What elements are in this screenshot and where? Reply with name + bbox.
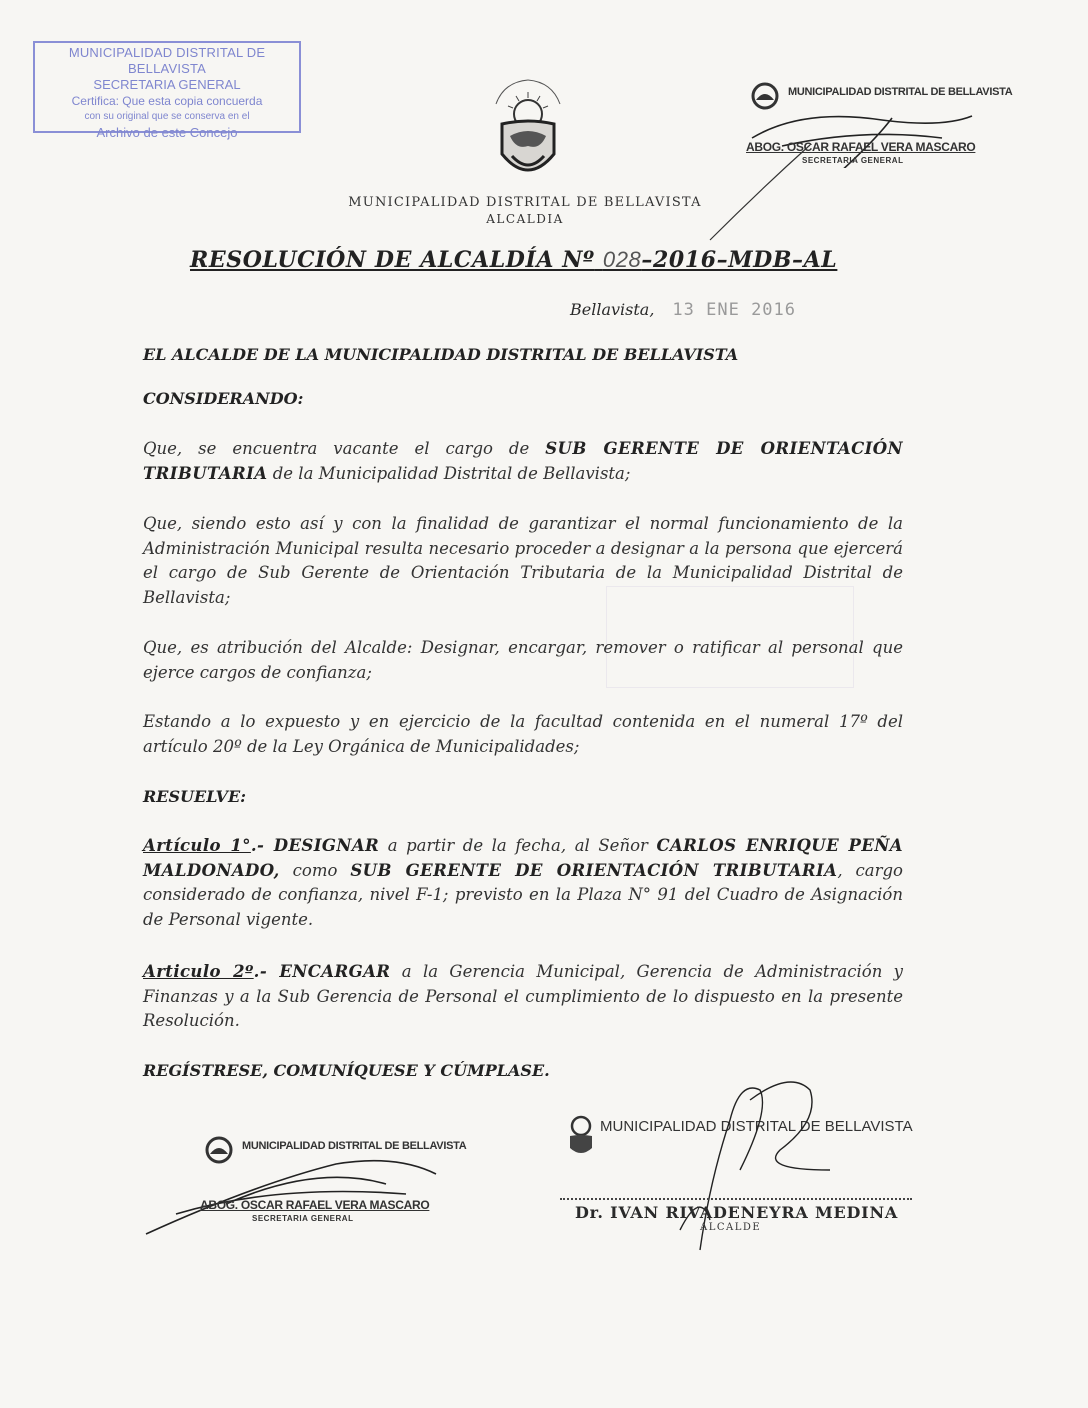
bold-text: CARLOS ENRIQUE PEÑA MALDONADO, [143,836,903,880]
text: , cargo considerado de confianza, nivel F-1; previsto en la Plaza N° 91 del Cuadro de Asignación de Personal vigente. [143,860,903,929]
stamp-line: con su original que se conserva en el [84,111,250,122]
resolution-title-suffix: –2016–MDB–AL [641,247,838,273]
resuelve-heading: RESUELVE: [143,787,247,806]
date-line [570,300,796,320]
text: a partir de la fecha, al Señor [379,836,657,855]
date-place: Bellavista, [570,300,655,319]
header-organization: MUNICIPALIDAD DISTRITAL DE BELLAVISTA [348,195,702,210]
text: Que, se encuentra vacante el cargo de [143,439,546,458]
seal-org: MUNICIPALIDAD DISTRITAL DE BELLAVISTA [788,86,1013,98]
mayor-organization: MUNICIPALIDAD DISTRITAL DE BELLAVISTA [600,1118,913,1135]
mayor-role: ALCALDE [700,1222,762,1233]
signature-line [560,1198,912,1200]
bold-text: .- [250,836,274,855]
considerando-paragraph-4: Estando a lo expuesto y en ejercicio de la facultad contenida en el numeral 17º del artículo 20º de la Ley Orgánica de Municipalidades; [143,712,903,756]
considerando-paragraph-1 [143,437,903,486]
seal-role: SECRETARIA GENERAL [252,1214,354,1223]
stamp-line: Archivo de este Concejo [96,125,238,140]
mayor-name: Dr. IVAN RIVADENEYRA MEDINA [575,1203,899,1222]
seal-name: ABOG. OSCAR RAFAEL VERA MASCARO [746,140,976,154]
certification-stamp [33,41,301,140]
stamp-line: MUNICIPALIDAD DISTRITAL DE BELLAVISTA [68,45,266,76]
seal-role: SECRETARIA GENERAL [802,156,904,165]
articulo-1-label: Artículo 1° [143,836,251,855]
header-department: ALCALDIA [486,212,564,226]
text: a la Gerencia Municipal, Gerencia de Administración y Finanzas y a la Sub Gerencia de Personal el cumplimiento de lo dispuesto en la presente Resolución. [143,962,903,1030]
text: de la Municipalidad Distrital de Bellavista; [267,463,631,483]
articulo-2 [143,960,903,1034]
bold-text: DESIGNAR [273,836,380,855]
municipal-emblem-icon [566,1114,596,1158]
articulo-1 [143,834,903,932]
bold-text: ENCARGAR [279,962,391,981]
resolution-title [190,247,837,273]
stamp-line: SECRETARIA GENERAL [93,77,241,92]
resolution-number: 028 [602,247,642,272]
text: como [279,860,351,880]
closing: REGÍSTRESE, COMUNÍQUESE Y CÚMPLASE. [143,1061,550,1080]
considerando-heading: CONSIDERANDO: [143,389,304,408]
resolution-title-prefix: RESOLUCIÓN DE ALCALDÍA Nº [190,247,595,273]
signature-stroke-icon [700,140,820,250]
considerando-paragraph-2: Que, siendo esto así y con la finalidad de garantizar el normal funcionamiento de la Administración Municipal resulta necesario proceder a designar a la persona que ejercerá el cargo de Sub Gerente de Orientación Tributaria de la Municipalidad Distrital de Bellavista; [143,514,903,607]
seal-name: ABOG. OSCAR RAFAEL VERA MASCARO [200,1198,430,1212]
secretary-seal-bottom [196,1132,467,1232]
bold-text: .- [253,962,280,981]
authority-heading: EL ALCALDE DE LA MUNICIPALIDAD DISTRITAL DE BELLAVISTA [143,345,739,364]
date-stamp: 13 ENE 2016 [672,300,797,320]
considerando-paragraph-3: Que, es atribución del Alcalde: Designar, encargar, remover o ratificar al personal que ejerce cargos de confianza; [143,638,903,682]
signature-icon [136,1144,446,1244]
stamp-line: Certifica: Que esta copia concuerda [71,94,263,108]
articulo-2-label: Articulo 2º [143,962,254,981]
bold-text: SUB GERENTE DE ORIENTACIÓN TRIBUTARIA [143,439,903,483]
coat-of-arms-icon [488,74,568,194]
seal-org: MUNICIPALIDAD DISTRITAL DE BELLAVISTA [242,1140,467,1152]
bold-text: SUB GERENTE DE ORIENTACIÓN TRIBUTARIA [350,860,838,880]
